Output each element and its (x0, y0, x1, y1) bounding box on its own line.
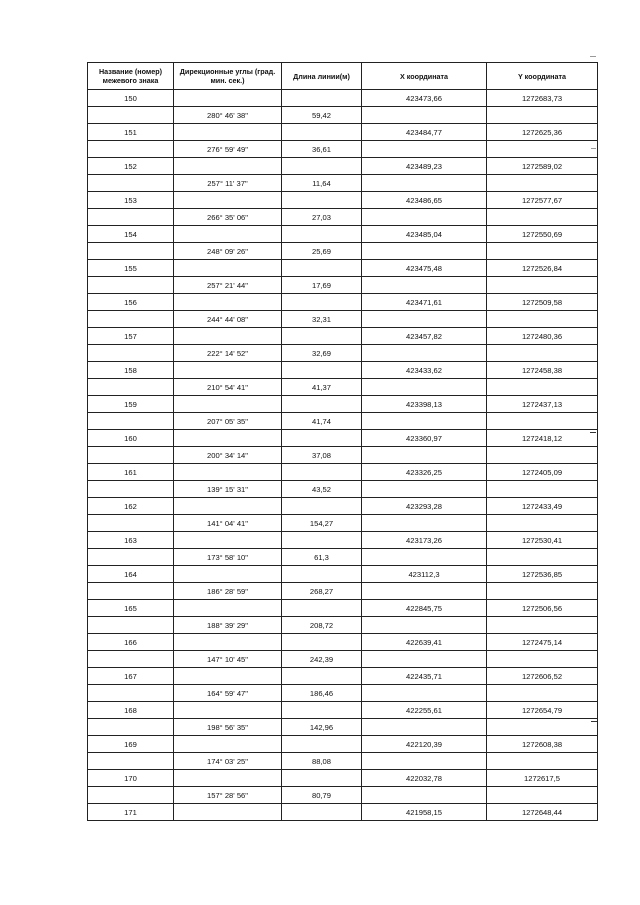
cell-direction-angle (174, 566, 282, 583)
cell-direction-angle (174, 770, 282, 787)
cell-line-length (282, 770, 362, 787)
cell-point-name: 155 (88, 260, 174, 277)
cell-x-coordinate: 422120,39 (362, 736, 487, 753)
cell-y-coordinate: 1272458,38 (487, 362, 598, 379)
cell-point-name (88, 141, 174, 158)
cell-y-coordinate: 1272418,12 (487, 430, 598, 447)
cell-line-length: 43,52 (282, 481, 362, 498)
table-row (88, 583, 598, 600)
cell-x-coordinate: 423293,28 (362, 498, 487, 515)
cell-line-length (282, 464, 362, 481)
cell-direction-angle (174, 702, 282, 719)
cell-y-coordinate (487, 175, 598, 192)
cell-y-coordinate: 1272654,79 (487, 702, 598, 719)
cell-line-length (282, 702, 362, 719)
cell-direction-angle (174, 668, 282, 685)
cell-y-coordinate: 1272475,14 (487, 634, 598, 651)
table-row (88, 311, 598, 328)
coordinates-table (87, 62, 598, 821)
cell-point-name: 160 (88, 430, 174, 447)
table-row (88, 770, 598, 787)
cell-y-coordinate (487, 345, 598, 362)
cell-line-length: 27,03 (282, 209, 362, 226)
cell-point-name (88, 481, 174, 498)
cell-x-coordinate (362, 481, 487, 498)
cell-line-length (282, 124, 362, 141)
table-row (88, 685, 598, 702)
cell-line-length: 80,79 (282, 787, 362, 804)
cell-direction-angle (174, 600, 282, 617)
header-line-length: Длина линии(м) (282, 63, 362, 90)
cell-point-name (88, 685, 174, 702)
cell-x-coordinate (362, 447, 487, 464)
cell-x-coordinate (362, 311, 487, 328)
cell-x-coordinate: 423471,61 (362, 294, 487, 311)
table-row (88, 226, 598, 243)
cell-direction-angle (174, 124, 282, 141)
cell-x-coordinate: 423475,48 (362, 260, 487, 277)
cell-line-length: 88,08 (282, 753, 362, 770)
cell-x-coordinate (362, 719, 487, 736)
cell-line-length (282, 90, 362, 107)
table-row (88, 566, 598, 583)
cell-line-length: 142,96 (282, 719, 362, 736)
table-row (88, 379, 598, 396)
cell-y-coordinate (487, 481, 598, 498)
cell-direction-angle (174, 192, 282, 209)
cell-line-length (282, 430, 362, 447)
cell-point-name (88, 243, 174, 260)
cell-point-name (88, 583, 174, 600)
cell-point-name (88, 787, 174, 804)
cell-x-coordinate: 423485,04 (362, 226, 487, 243)
table-row (88, 362, 598, 379)
table-row (88, 413, 598, 430)
cell-point-name: 169 (88, 736, 174, 753)
cell-point-name: 164 (88, 566, 174, 583)
cell-line-length: 32,69 (282, 345, 362, 362)
cell-x-coordinate: 422255,61 (362, 702, 487, 719)
cell-point-name (88, 209, 174, 226)
cell-point-name: 154 (88, 226, 174, 243)
cell-point-name: 166 (88, 634, 174, 651)
cell-direction-angle (174, 464, 282, 481)
table-row (88, 209, 598, 226)
cell-line-length (282, 192, 362, 209)
cell-point-name: 171 (88, 804, 174, 821)
cell-line-length: 268,27 (282, 583, 362, 600)
cell-y-coordinate: 1272536,85 (487, 566, 598, 583)
table-row (88, 532, 598, 549)
cell-y-coordinate: 1272577,67 (487, 192, 598, 209)
cell-direction-angle: 147° 10' 45" (174, 651, 282, 668)
cell-direction-angle: 157° 28' 56" (174, 787, 282, 804)
cell-line-length: 17,69 (282, 277, 362, 294)
cell-point-name: 162 (88, 498, 174, 515)
cell-x-coordinate (362, 787, 487, 804)
table-row (88, 464, 598, 481)
table-row (88, 345, 598, 362)
cell-point-name: 153 (88, 192, 174, 209)
cell-point-name (88, 107, 174, 124)
cell-y-coordinate (487, 413, 598, 430)
table-row (88, 396, 598, 413)
cell-point-name: 158 (88, 362, 174, 379)
cell-x-coordinate (362, 651, 487, 668)
cell-y-coordinate (487, 447, 598, 464)
cell-y-coordinate (487, 141, 598, 158)
cell-x-coordinate (362, 753, 487, 770)
cell-y-coordinate: 1272625,36 (487, 124, 598, 141)
table-row (88, 481, 598, 498)
cell-direction-angle: 164° 59' 47" (174, 685, 282, 702)
cell-x-coordinate: 422032,78 (362, 770, 487, 787)
cell-x-coordinate (362, 345, 487, 362)
cell-direction-angle: 207° 05' 35" (174, 413, 282, 430)
table-row (88, 430, 598, 447)
table-row (88, 719, 598, 736)
header-direction-angle: Дирекционные углы (град. мин. сек.) (174, 63, 282, 90)
cell-point-name (88, 753, 174, 770)
cell-x-coordinate: 423486,65 (362, 192, 487, 209)
table-row (88, 277, 598, 294)
cell-line-length (282, 226, 362, 243)
cell-direction-angle (174, 498, 282, 515)
cell-direction-angle: 210° 54' 41" (174, 379, 282, 396)
cell-direction-angle: 244° 44' 08" (174, 311, 282, 328)
cell-direction-angle (174, 328, 282, 345)
cell-x-coordinate (362, 107, 487, 124)
cell-line-length: 154,27 (282, 515, 362, 532)
cell-direction-angle (174, 804, 282, 821)
cell-point-name (88, 277, 174, 294)
cell-y-coordinate: 1272526,84 (487, 260, 598, 277)
cell-point-name: 163 (88, 532, 174, 549)
cell-line-length (282, 294, 362, 311)
cell-line-length: 242,39 (282, 651, 362, 668)
table-row (88, 192, 598, 209)
cell-direction-angle: 186° 28' 59" (174, 583, 282, 600)
cell-y-coordinate (487, 277, 598, 294)
cell-line-length (282, 600, 362, 617)
cell-y-coordinate (487, 379, 598, 396)
cell-direction-angle: 141° 04' 41" (174, 515, 282, 532)
cell-y-coordinate (487, 243, 598, 260)
cell-direction-angle: 198° 56' 35" (174, 719, 282, 736)
cell-point-name (88, 651, 174, 668)
cell-direction-angle: 173° 58' 10" (174, 549, 282, 566)
table-body (88, 90, 598, 821)
cell-point-name (88, 175, 174, 192)
cell-point-name (88, 311, 174, 328)
cell-direction-angle (174, 226, 282, 243)
table-row (88, 498, 598, 515)
cell-line-length (282, 260, 362, 277)
cell-point-name: 165 (88, 600, 174, 617)
cell-x-coordinate: 421958,15 (362, 804, 487, 821)
cell-direction-angle (174, 634, 282, 651)
table-row (88, 243, 598, 260)
cell-y-coordinate: 1272437,13 (487, 396, 598, 413)
cell-y-coordinate (487, 583, 598, 600)
cell-y-coordinate: 1272405,09 (487, 464, 598, 481)
table-row (88, 328, 598, 345)
cell-direction-angle (174, 294, 282, 311)
cell-y-coordinate (487, 209, 598, 226)
cell-point-name (88, 719, 174, 736)
cell-line-length: 25,69 (282, 243, 362, 260)
cell-y-coordinate: 1272617,5 (487, 770, 598, 787)
table-row (88, 753, 598, 770)
cell-line-length: 36,61 (282, 141, 362, 158)
table-row (88, 124, 598, 141)
cell-line-length: 37,08 (282, 447, 362, 464)
cell-point-name: 156 (88, 294, 174, 311)
cell-point-name: 159 (88, 396, 174, 413)
table-row (88, 634, 598, 651)
cell-x-coordinate: 423473,66 (362, 90, 487, 107)
cell-x-coordinate (362, 141, 487, 158)
cell-line-length (282, 328, 362, 345)
table-row (88, 175, 598, 192)
scan-mark (590, 56, 596, 57)
cell-y-coordinate (487, 107, 598, 124)
cell-line-length: 186,46 (282, 685, 362, 702)
cell-line-length (282, 498, 362, 515)
cell-point-name (88, 379, 174, 396)
cell-x-coordinate: 423489,23 (362, 158, 487, 175)
table-row (88, 617, 598, 634)
cell-y-coordinate (487, 753, 598, 770)
cell-y-coordinate (487, 617, 598, 634)
cell-point-name (88, 345, 174, 362)
cell-direction-angle: 257° 11' 37" (174, 175, 282, 192)
table-row (88, 90, 598, 107)
cell-line-length (282, 736, 362, 753)
cell-y-coordinate: 1272648,44 (487, 804, 598, 821)
cell-line-length: 32,31 (282, 311, 362, 328)
cell-line-length: 41,74 (282, 413, 362, 430)
cell-point-name: 167 (88, 668, 174, 685)
cell-direction-angle: 222° 14' 52" (174, 345, 282, 362)
cell-x-coordinate (362, 175, 487, 192)
cell-x-coordinate (362, 617, 487, 634)
cell-y-coordinate: 1272606,52 (487, 668, 598, 685)
cell-x-coordinate (362, 685, 487, 702)
cell-line-length (282, 158, 362, 175)
cell-x-coordinate: 422845,75 (362, 600, 487, 617)
cell-line-length (282, 362, 362, 379)
cell-y-coordinate (487, 787, 598, 804)
cell-line-length (282, 668, 362, 685)
cell-x-coordinate: 422639,41 (362, 634, 487, 651)
cell-point-name (88, 413, 174, 430)
table-row (88, 804, 598, 821)
cell-y-coordinate (487, 549, 598, 566)
cell-x-coordinate: 423326,25 (362, 464, 487, 481)
cell-direction-angle: 248° 09' 26" (174, 243, 282, 260)
cell-direction-angle (174, 430, 282, 447)
header-y-coordinate: Y координата (487, 63, 598, 90)
cell-x-coordinate: 423112,3 (362, 566, 487, 583)
cell-direction-angle: 276° 59' 49" (174, 141, 282, 158)
cell-line-length (282, 532, 362, 549)
cell-point-name (88, 549, 174, 566)
cell-y-coordinate: 1272550,69 (487, 226, 598, 243)
cell-y-coordinate: 1272509,58 (487, 294, 598, 311)
cell-y-coordinate: 1272433,49 (487, 498, 598, 515)
cell-direction-angle: 280° 46' 38" (174, 107, 282, 124)
cell-y-coordinate (487, 685, 598, 702)
cell-direction-angle: 257° 21' 44" (174, 277, 282, 294)
cell-direction-angle (174, 736, 282, 753)
cell-line-length: 208,72 (282, 617, 362, 634)
cell-x-coordinate: 423398,13 (362, 396, 487, 413)
cell-x-coordinate: 422435,71 (362, 668, 487, 685)
table-header-row (88, 63, 598, 90)
cell-line-length (282, 634, 362, 651)
cell-direction-angle: 174° 03' 25" (174, 753, 282, 770)
cell-point-name (88, 515, 174, 532)
cell-line-length (282, 804, 362, 821)
cell-x-coordinate (362, 209, 487, 226)
table-row (88, 736, 598, 753)
cell-direction-angle: 139° 15' 31" (174, 481, 282, 498)
table-row (88, 158, 598, 175)
cell-direction-angle (174, 90, 282, 107)
cell-line-length (282, 566, 362, 583)
cell-x-coordinate: 423484,77 (362, 124, 487, 141)
cell-point-name (88, 617, 174, 634)
cell-x-coordinate: 423360,97 (362, 430, 487, 447)
header-point-name: Название (номер) межевого знака (88, 63, 174, 90)
cell-x-coordinate (362, 243, 487, 260)
cell-line-length: 11,64 (282, 175, 362, 192)
cell-x-coordinate (362, 277, 487, 294)
cell-point-name: 157 (88, 328, 174, 345)
table-row (88, 549, 598, 566)
cell-point-name: 161 (88, 464, 174, 481)
cell-point-name: 170 (88, 770, 174, 787)
cell-x-coordinate: 423433,62 (362, 362, 487, 379)
cell-y-coordinate: 1272589,02 (487, 158, 598, 175)
table-row (88, 515, 598, 532)
table-row (88, 107, 598, 124)
cell-direction-angle: 266° 35' 06" (174, 209, 282, 226)
cell-x-coordinate (362, 379, 487, 396)
cell-direction-angle (174, 532, 282, 549)
table-row (88, 702, 598, 719)
header-x-coordinate: X координата (362, 63, 487, 90)
cell-point-name: 168 (88, 702, 174, 719)
cell-y-coordinate: 1272530,41 (487, 532, 598, 549)
cell-direction-angle: 188° 39' 29" (174, 617, 282, 634)
table-row (88, 600, 598, 617)
cell-point-name (88, 447, 174, 464)
cell-y-coordinate: 1272506,56 (487, 600, 598, 617)
cell-point-name: 151 (88, 124, 174, 141)
cell-y-coordinate (487, 311, 598, 328)
table-row (88, 787, 598, 804)
table-row (88, 651, 598, 668)
cell-direction-angle (174, 362, 282, 379)
cell-y-coordinate: 1272608,38 (487, 736, 598, 753)
table-row (88, 294, 598, 311)
cell-y-coordinate: 1272480,36 (487, 328, 598, 345)
cell-line-length: 61,3 (282, 549, 362, 566)
table-row (88, 447, 598, 464)
table-row (88, 260, 598, 277)
table-row (88, 141, 598, 158)
cell-point-name: 150 (88, 90, 174, 107)
cell-x-coordinate (362, 515, 487, 532)
cell-direction-angle (174, 396, 282, 413)
cell-x-coordinate (362, 413, 487, 430)
cell-x-coordinate (362, 583, 487, 600)
cell-x-coordinate: 423173,26 (362, 532, 487, 549)
cell-line-length: 59,42 (282, 107, 362, 124)
cell-direction-angle (174, 260, 282, 277)
cell-y-coordinate: 1272683,73 (487, 90, 598, 107)
table-row (88, 668, 598, 685)
cell-y-coordinate (487, 515, 598, 532)
cell-point-name: 152 (88, 158, 174, 175)
cell-line-length: 41,37 (282, 379, 362, 396)
cell-y-coordinate (487, 719, 598, 736)
cell-x-coordinate: 423457,82 (362, 328, 487, 345)
cell-line-length (282, 396, 362, 413)
cell-direction-angle (174, 158, 282, 175)
cell-y-coordinate (487, 651, 598, 668)
cell-direction-angle: 200° 34' 14" (174, 447, 282, 464)
cell-x-coordinate (362, 549, 487, 566)
